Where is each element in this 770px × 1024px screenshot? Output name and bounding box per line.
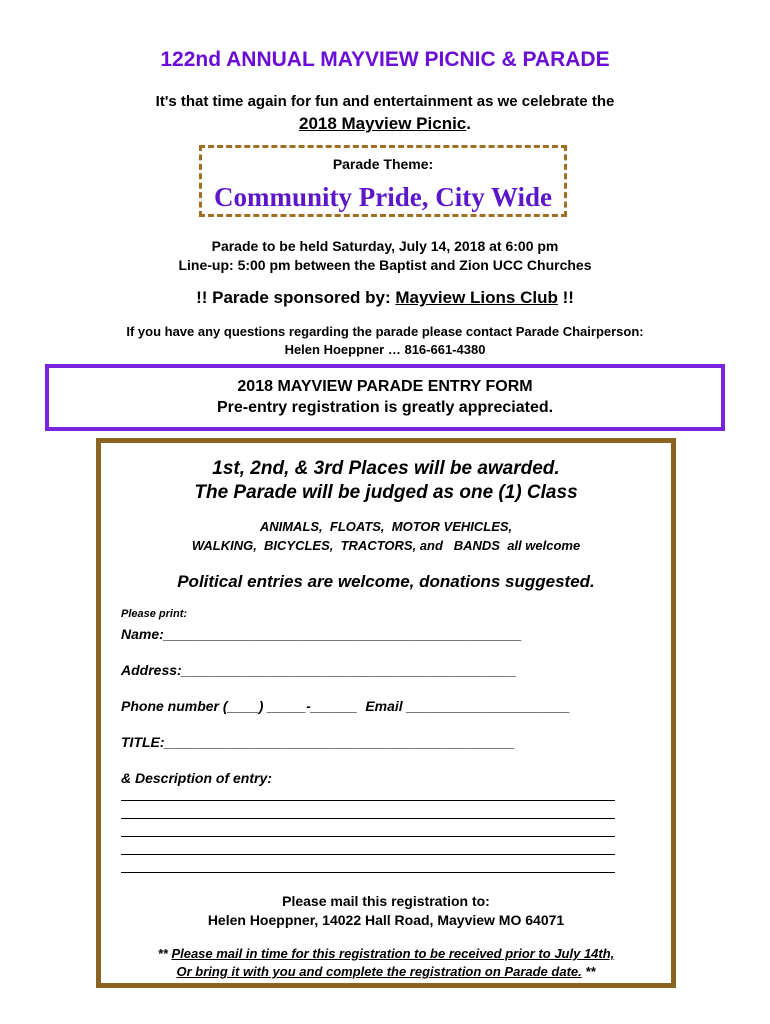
- parade-date: Parade to be held Saturday, July 14, 2018 at 6:00 pm: [211, 238, 559, 254]
- awards-line-2: The Parade will be judged as one (1) Class: [194, 482, 578, 503]
- description-label: & Description of entry:: [121, 770, 272, 786]
- awards-line-1: 1st, 2nd, & 3rd Places will be awarded.: [212, 458, 560, 479]
- note-text-1: Please mail in time for this registration to be received prior to July 14th,: [171, 946, 615, 961]
- note-suffix: **: [581, 964, 596, 979]
- deadline-note-line-1: [101, 946, 671, 961]
- entry-form-box: [96, 438, 676, 988]
- parade-theme-box: [199, 145, 567, 217]
- sponsor-prefix: !! Parade sponsored by:: [196, 288, 396, 307]
- entry-form-header-box: [45, 364, 725, 431]
- intro-line-1: It's that time again for fun and entertainment as we celebrate the: [155, 93, 615, 110]
- description-line[interactable]: [121, 854, 615, 855]
- categories-line-1: ANIMALS, FLOATS, MOTOR VEHICLES,: [259, 519, 513, 534]
- title-field[interactable]: TITLE:_____________________________________________: [121, 734, 515, 750]
- name-field[interactable]: Name:______________________________________________: [121, 626, 522, 642]
- mail-address: Helen Hoeppner, 14022 Hall Road, Mayview MO 64071: [207, 912, 565, 928]
- intro-line-2: [0, 114, 770, 134]
- categories-line-2: WALKING, BICYCLES, TRACTORS, and BANDS all welcome: [191, 538, 581, 553]
- description-line[interactable]: [121, 800, 615, 801]
- deadline-note-line-2: [101, 964, 671, 979]
- sponsor-name: Mayview Lions Club: [395, 288, 558, 307]
- please-print-label: Please print:: [121, 608, 188, 620]
- lineup-info: Line-up: 5:00 pm between the Baptist and Zion UCC Churches: [178, 257, 592, 273]
- description-line[interactable]: [121, 872, 615, 873]
- political-note: Political entries are welcome, donations suggested.: [177, 572, 595, 591]
- intro-period: .: [466, 114, 471, 133]
- note-text-2: Or bring it with you and complete the registration on Parade date.: [176, 964, 582, 979]
- entry-form-subtitle: Pre-entry registration is greatly appreciated.: [216, 399, 554, 416]
- note-prefix: **: [157, 946, 172, 961]
- sponsor-suffix: !!: [557, 288, 574, 307]
- contact-line-2: Helen Hoeppner … 816-661-4380: [284, 342, 486, 357]
- parade-theme-label: Parade Theme:: [332, 156, 434, 172]
- entry-form-title: 2018 MAYVIEW PARADE ENTRY FORM: [237, 378, 533, 395]
- description-line[interactable]: [121, 818, 615, 819]
- mail-instruction: Please mail this registration to:: [282, 893, 490, 909]
- picnic-name: 2018 Mayview Picnic: [298, 114, 467, 133]
- address-field[interactable]: Address:___________________________________________: [121, 662, 517, 678]
- description-line[interactable]: [121, 836, 615, 837]
- contact-line-1: If you have any questions regarding the parade please contact Parade Chairperson:: [126, 324, 644, 339]
- page-title: 122nd ANNUAL MAYVIEW PICNIC & PARADE: [160, 48, 610, 71]
- parade-theme-text: Community Pride, City Wide: [213, 182, 552, 212]
- phone-email-field[interactable]: Phone number (____) _____-______ Email _____________________: [121, 698, 571, 714]
- sponsor-line: [0, 288, 770, 308]
